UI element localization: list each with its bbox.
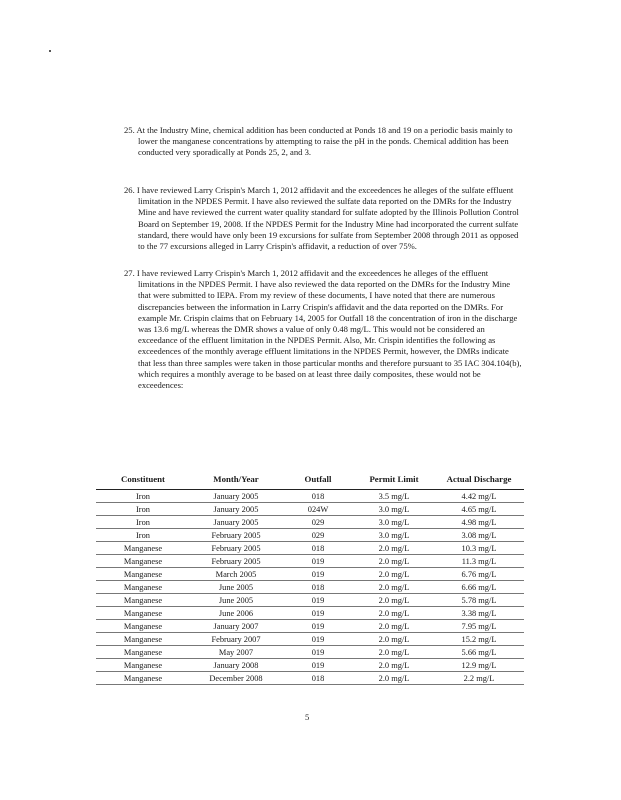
scan-speck — [49, 50, 51, 52]
outfall-cell: 019 — [282, 620, 354, 633]
month-year-cell: June 2005 — [190, 594, 282, 607]
permit-limit-cell: 2.0 mg/L — [354, 581, 434, 594]
permit-limit-cell: 2.0 mg/L — [354, 620, 434, 633]
permit-limit-cell: 2.0 mg/L — [354, 542, 434, 555]
column-header: Outfall — [282, 470, 354, 490]
permit-limit-cell: 3.0 mg/L — [354, 503, 434, 516]
table-row — [96, 503, 524, 516]
month-year-cell: February 2005 — [190, 542, 282, 555]
paragraph-number: 27. — [124, 268, 135, 278]
actual-discharge-cell: 4.65 mg/L — [434, 503, 524, 516]
table-row — [96, 659, 524, 672]
constituent-cell: Manganese — [96, 672, 190, 685]
table-row — [96, 646, 524, 659]
table-row — [96, 581, 524, 594]
permit-limit-cell: 2.0 mg/L — [354, 672, 434, 685]
actual-discharge-cell: 12.9 mg/L — [434, 659, 524, 672]
paragraph-text: At the Industry Mine, chemical addition has been conducted at Ponds 18 and 19 on a periodic basis mainly to lower the manganese concentrations by attempting to raise the pH in the ponds. Chemical addition has been conducted very sporadically at Ponds 25, 2, and 3. — [136, 125, 513, 158]
permit-limit-cell: 2.0 mg/L — [354, 607, 434, 620]
constituent-cell: Iron — [96, 503, 190, 516]
paragraph-27 — [124, 268, 522, 391]
outfall-cell: 024W — [282, 503, 354, 516]
outfall-cell: 018 — [282, 542, 354, 555]
column-header: Permit Limit — [354, 470, 434, 490]
page-number: 5 — [305, 712, 310, 722]
permit-limit-cell: 3.0 mg/L — [354, 516, 434, 529]
actual-discharge-cell: 3.38 mg/L — [434, 607, 524, 620]
constituent-cell: Iron — [96, 516, 190, 529]
table-body — [96, 490, 524, 685]
table-row — [96, 555, 524, 568]
month-year-cell: March 2005 — [190, 568, 282, 581]
exceedance-table — [96, 470, 524, 685]
month-year-cell: February 2007 — [190, 633, 282, 646]
permit-limit-cell: 3.0 mg/L — [354, 529, 434, 542]
paragraph-text: I have reviewed Larry Crispin's March 1, 2012 affidavit and the exceedences he alleges of the sulfate effluent limitation in the NPDES Permit. I have also reviewed the sulfate data reported on the DMRs for the Industry Mine and have reviewed the current water quality standard for sulfate adopted by the Illinois Pollution Control Board on September 19, 2008. If the NPDES Permit for the Industry Mine had incorporated the current sulfate standard, there would have only been 19 excursions for sulfate from September 2008 through 2011 as opposed to the 77 excursions alleged in Larry Crispin's affidavit, a reduction of over 75%. — [136, 185, 519, 252]
month-year-cell: February 2005 — [190, 555, 282, 568]
constituent-cell: Manganese — [96, 542, 190, 555]
actual-discharge-cell: 10.3 mg/L — [434, 542, 524, 555]
table-row — [96, 607, 524, 620]
outfall-cell: 019 — [282, 594, 354, 607]
outfall-cell: 019 — [282, 568, 354, 581]
paragraph-number: 25. — [124, 125, 135, 135]
permit-limit-cell: 2.0 mg/L — [354, 659, 434, 672]
actual-discharge-cell: 3.08 mg/L — [434, 529, 524, 542]
month-year-cell: January 2007 — [190, 620, 282, 633]
table-header-row — [96, 470, 524, 490]
table-row — [96, 620, 524, 633]
outfall-cell: 019 — [282, 607, 354, 620]
month-year-cell: December 2008 — [190, 672, 282, 685]
paragraph-25 — [124, 125, 522, 159]
constituent-cell: Manganese — [96, 646, 190, 659]
paragraph-text: I have reviewed Larry Crispin's March 1, 2012 affidavit and the exceedences he alleges of the effluent limitations in the NPDES Permit. I have also reviewed the data reported on the DMRs for the Industry Mine that were submitted to IEPA. From my review of these documents, I have noted that there are numerous discrepancies between the information in Larry Crispin's affidavit and the data reported on the DMRs. For example Mr. Crispin claims that on February 14, 2005 for Outfall 18 the concentration of iron in the discharge was 13.6 mg/L whereas the DMR shows a value of only 0.48 mg/L. This would not be considered an exceedance of the effluent limitation in the NPDES Permit. Also, Mr. Crispin identifies the following as exceedences of the monthly average effluent limitations in the NPDES Permit, however, the DMRs indicate that less than three samples were taken in those particular months and therefore pursuant to 35 IAC 304.104(b), which requires a monthly average to be based on at least three daily composites, these would not be exceedences: — [136, 268, 522, 391]
actual-discharge-cell: 4.42 mg/L — [434, 490, 524, 503]
constituent-cell: Iron — [96, 529, 190, 542]
permit-limit-cell: 2.0 mg/L — [354, 646, 434, 659]
month-year-cell: January 2005 — [190, 516, 282, 529]
column-header: Constituent — [96, 470, 190, 490]
permit-limit-cell: 2.0 mg/L — [354, 633, 434, 646]
column-header: Actual Discharge — [434, 470, 524, 490]
outfall-cell: 018 — [282, 490, 354, 503]
paragraph-26 — [124, 185, 522, 252]
table-row — [96, 490, 524, 503]
outfall-cell: 029 — [282, 516, 354, 529]
table-row — [96, 542, 524, 555]
constituent-cell: Manganese — [96, 620, 190, 633]
outfall-cell: 019 — [282, 659, 354, 672]
actual-discharge-cell: 7.95 mg/L — [434, 620, 524, 633]
table-row — [96, 672, 524, 685]
permit-limit-cell: 3.5 mg/L — [354, 490, 434, 503]
outfall-cell: 018 — [282, 581, 354, 594]
permit-limit-cell: 2.0 mg/L — [354, 568, 434, 581]
actual-discharge-cell: 2.2 mg/L — [434, 672, 524, 685]
month-year-cell: June 2005 — [190, 581, 282, 594]
constituent-cell: Manganese — [96, 568, 190, 581]
month-year-cell: February 2005 — [190, 529, 282, 542]
month-year-cell: January 2005 — [190, 490, 282, 503]
table-row — [96, 529, 524, 542]
paragraph-number: 26. — [124, 185, 135, 195]
table-row — [96, 633, 524, 646]
actual-discharge-cell: 11.3 mg/L — [434, 555, 524, 568]
column-header: Month/Year — [190, 470, 282, 490]
outfall-cell: 019 — [282, 633, 354, 646]
table-row — [96, 568, 524, 581]
constituent-cell: Manganese — [96, 659, 190, 672]
actual-discharge-cell: 5.66 mg/L — [434, 646, 524, 659]
table-row — [96, 516, 524, 529]
constituent-cell: Manganese — [96, 607, 190, 620]
outfall-cell: 018 — [282, 672, 354, 685]
month-year-cell: January 2008 — [190, 659, 282, 672]
actual-discharge-cell: 15.2 mg/L — [434, 633, 524, 646]
constituent-cell: Manganese — [96, 594, 190, 607]
outfall-cell: 019 — [282, 646, 354, 659]
constituent-cell: Manganese — [96, 633, 190, 646]
actual-discharge-cell: 4.98 mg/L — [434, 516, 524, 529]
month-year-cell: May 2007 — [190, 646, 282, 659]
actual-discharge-cell: 6.66 mg/L — [434, 581, 524, 594]
constituent-cell: Manganese — [96, 555, 190, 568]
permit-limit-cell: 2.0 mg/L — [354, 594, 434, 607]
constituent-cell: Manganese — [96, 581, 190, 594]
outfall-cell: 029 — [282, 529, 354, 542]
month-year-cell: January 2005 — [190, 503, 282, 516]
constituent-cell: Iron — [96, 490, 190, 503]
actual-discharge-cell: 5.78 mg/L — [434, 594, 524, 607]
outfall-cell: 019 — [282, 555, 354, 568]
table-row — [96, 594, 524, 607]
month-year-cell: June 2006 — [190, 607, 282, 620]
permit-limit-cell: 2.0 mg/L — [354, 555, 434, 568]
actual-discharge-cell: 6.76 mg/L — [434, 568, 524, 581]
